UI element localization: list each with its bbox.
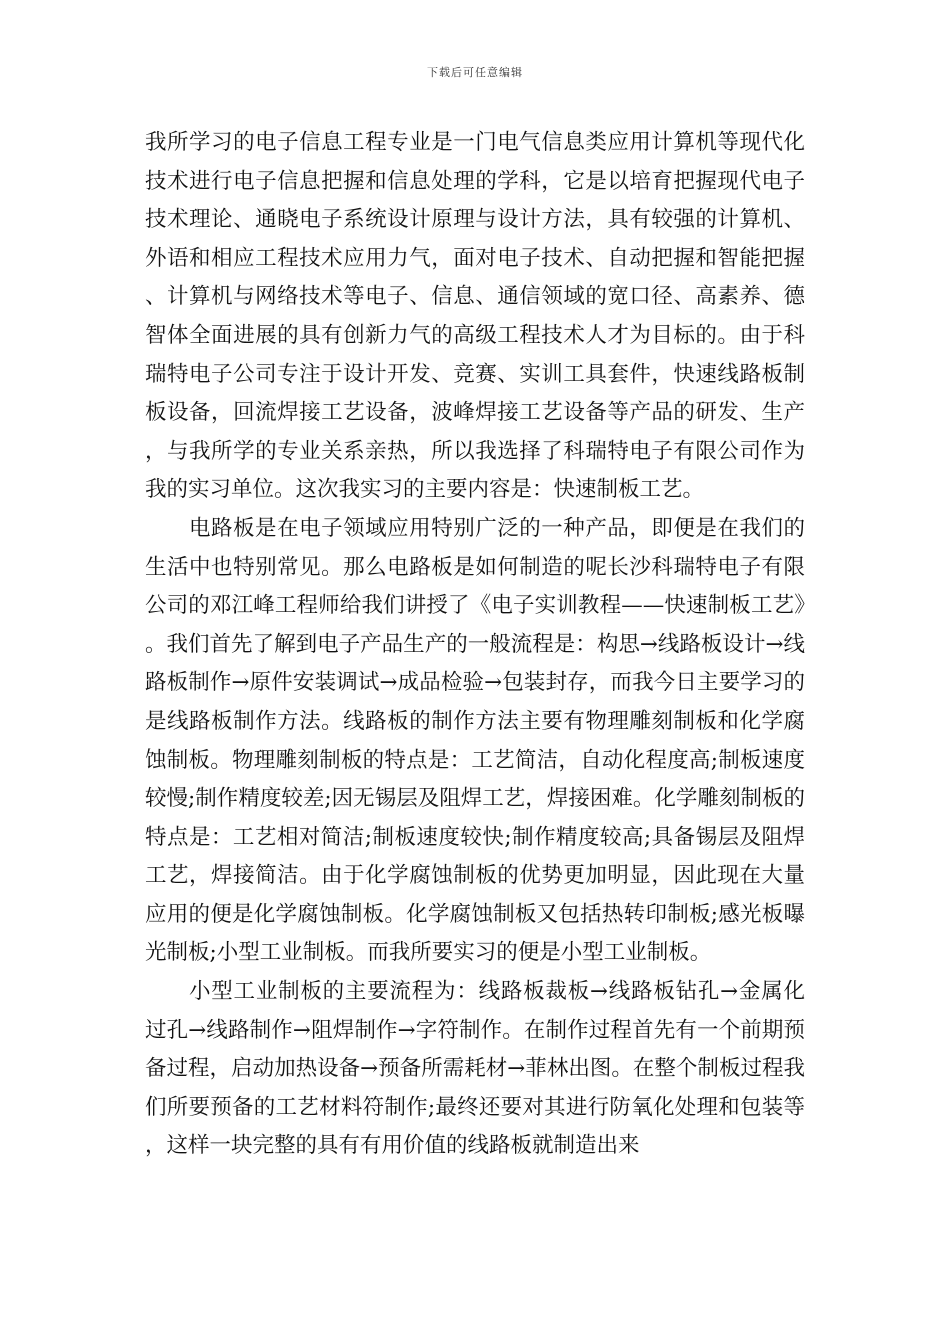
paragraph-circuit-board-methods: 电路板是在电子领域应用特别广泛的一种产品，即便是在我们的生活中也特别常见。那么电路板是如何制造的呢长沙科瑞特电子有限公司的邓江峰工程师给我们讲授了《电子实训教程——快速制板工艺》。我们首先了解到电子产品生产的一般流程是：构思→线路板设计→线路板制作→原件安装调试→成品检验→包装封存，而我今日主要学习的是线路板制作方法。线路板的制作方法主要有物理雕刻制板和化学腐蚀制板。物理雕刻制板的特点是：工艺简洁，自动化程度高;制板速度较慢;制作精度较差;因无锡层及阻焊工艺，焊接困难。化学雕刻制板的特点是：工艺相对简洁;制板速度较快;制作精度较高;具备锡层及阻焊工艺，焊接简洁。由于化学腐蚀制板的优势更加明显，因此现在大量应用的便是化学腐蚀制板。化学腐蚀制板又包括热转印制板;感光板曝光制板;小型工业制板。而我所要实习的便是小型工业制板。 <box>145 515 805 966</box>
page-header-note: 下载后可任意编辑 <box>427 66 523 79</box>
document-body <box>145 124 805 1166</box>
paragraph-industrial-process: 小型工业制板的主要流程为：线路板裁板→线路板钻孔→金属化过孔→线路制作→阻焊制作→字符制作。在制作过程首先有一个前期预备过程，启动加热设备→预备所需耗材→菲林出图。在整个制板过程我们所要预备的工艺材料符制作;最终还要对其进行防氧化处理和包装等，这样一块完整的具有有用价值的线路板就制造出来 <box>145 979 805 1159</box>
paragraph-major-intro: 我所学习的电子信息工程专业是一门电气信息类应用计算机等现代化技术进行电子信息把握和信息处理的学科，它是以培育把握现代电子技术理论、通晓电子系统设计原理与设计方法，具有较强的计算机、外语和相应工程技术应用力气，面对电子技术、自动把握和智能把握、计算机与网络技术等电子、信息、通信领域的宽口径、高素养、德智体全面进展的具有创新力气的高级工程技术人才为目标的。由于科瑞特电子公司专注于设计开发、竞赛、实训工具套件，快速线路板制板设备，回流焊接工艺设备，波峰焊接工艺设备等产品的研发、生产，与我所学的专业关系亲热，所以我选择了科瑞特电子有限公司作为我的实习单位。这次我实习的主要内容是：快速制板工艺。 <box>145 130 805 503</box>
